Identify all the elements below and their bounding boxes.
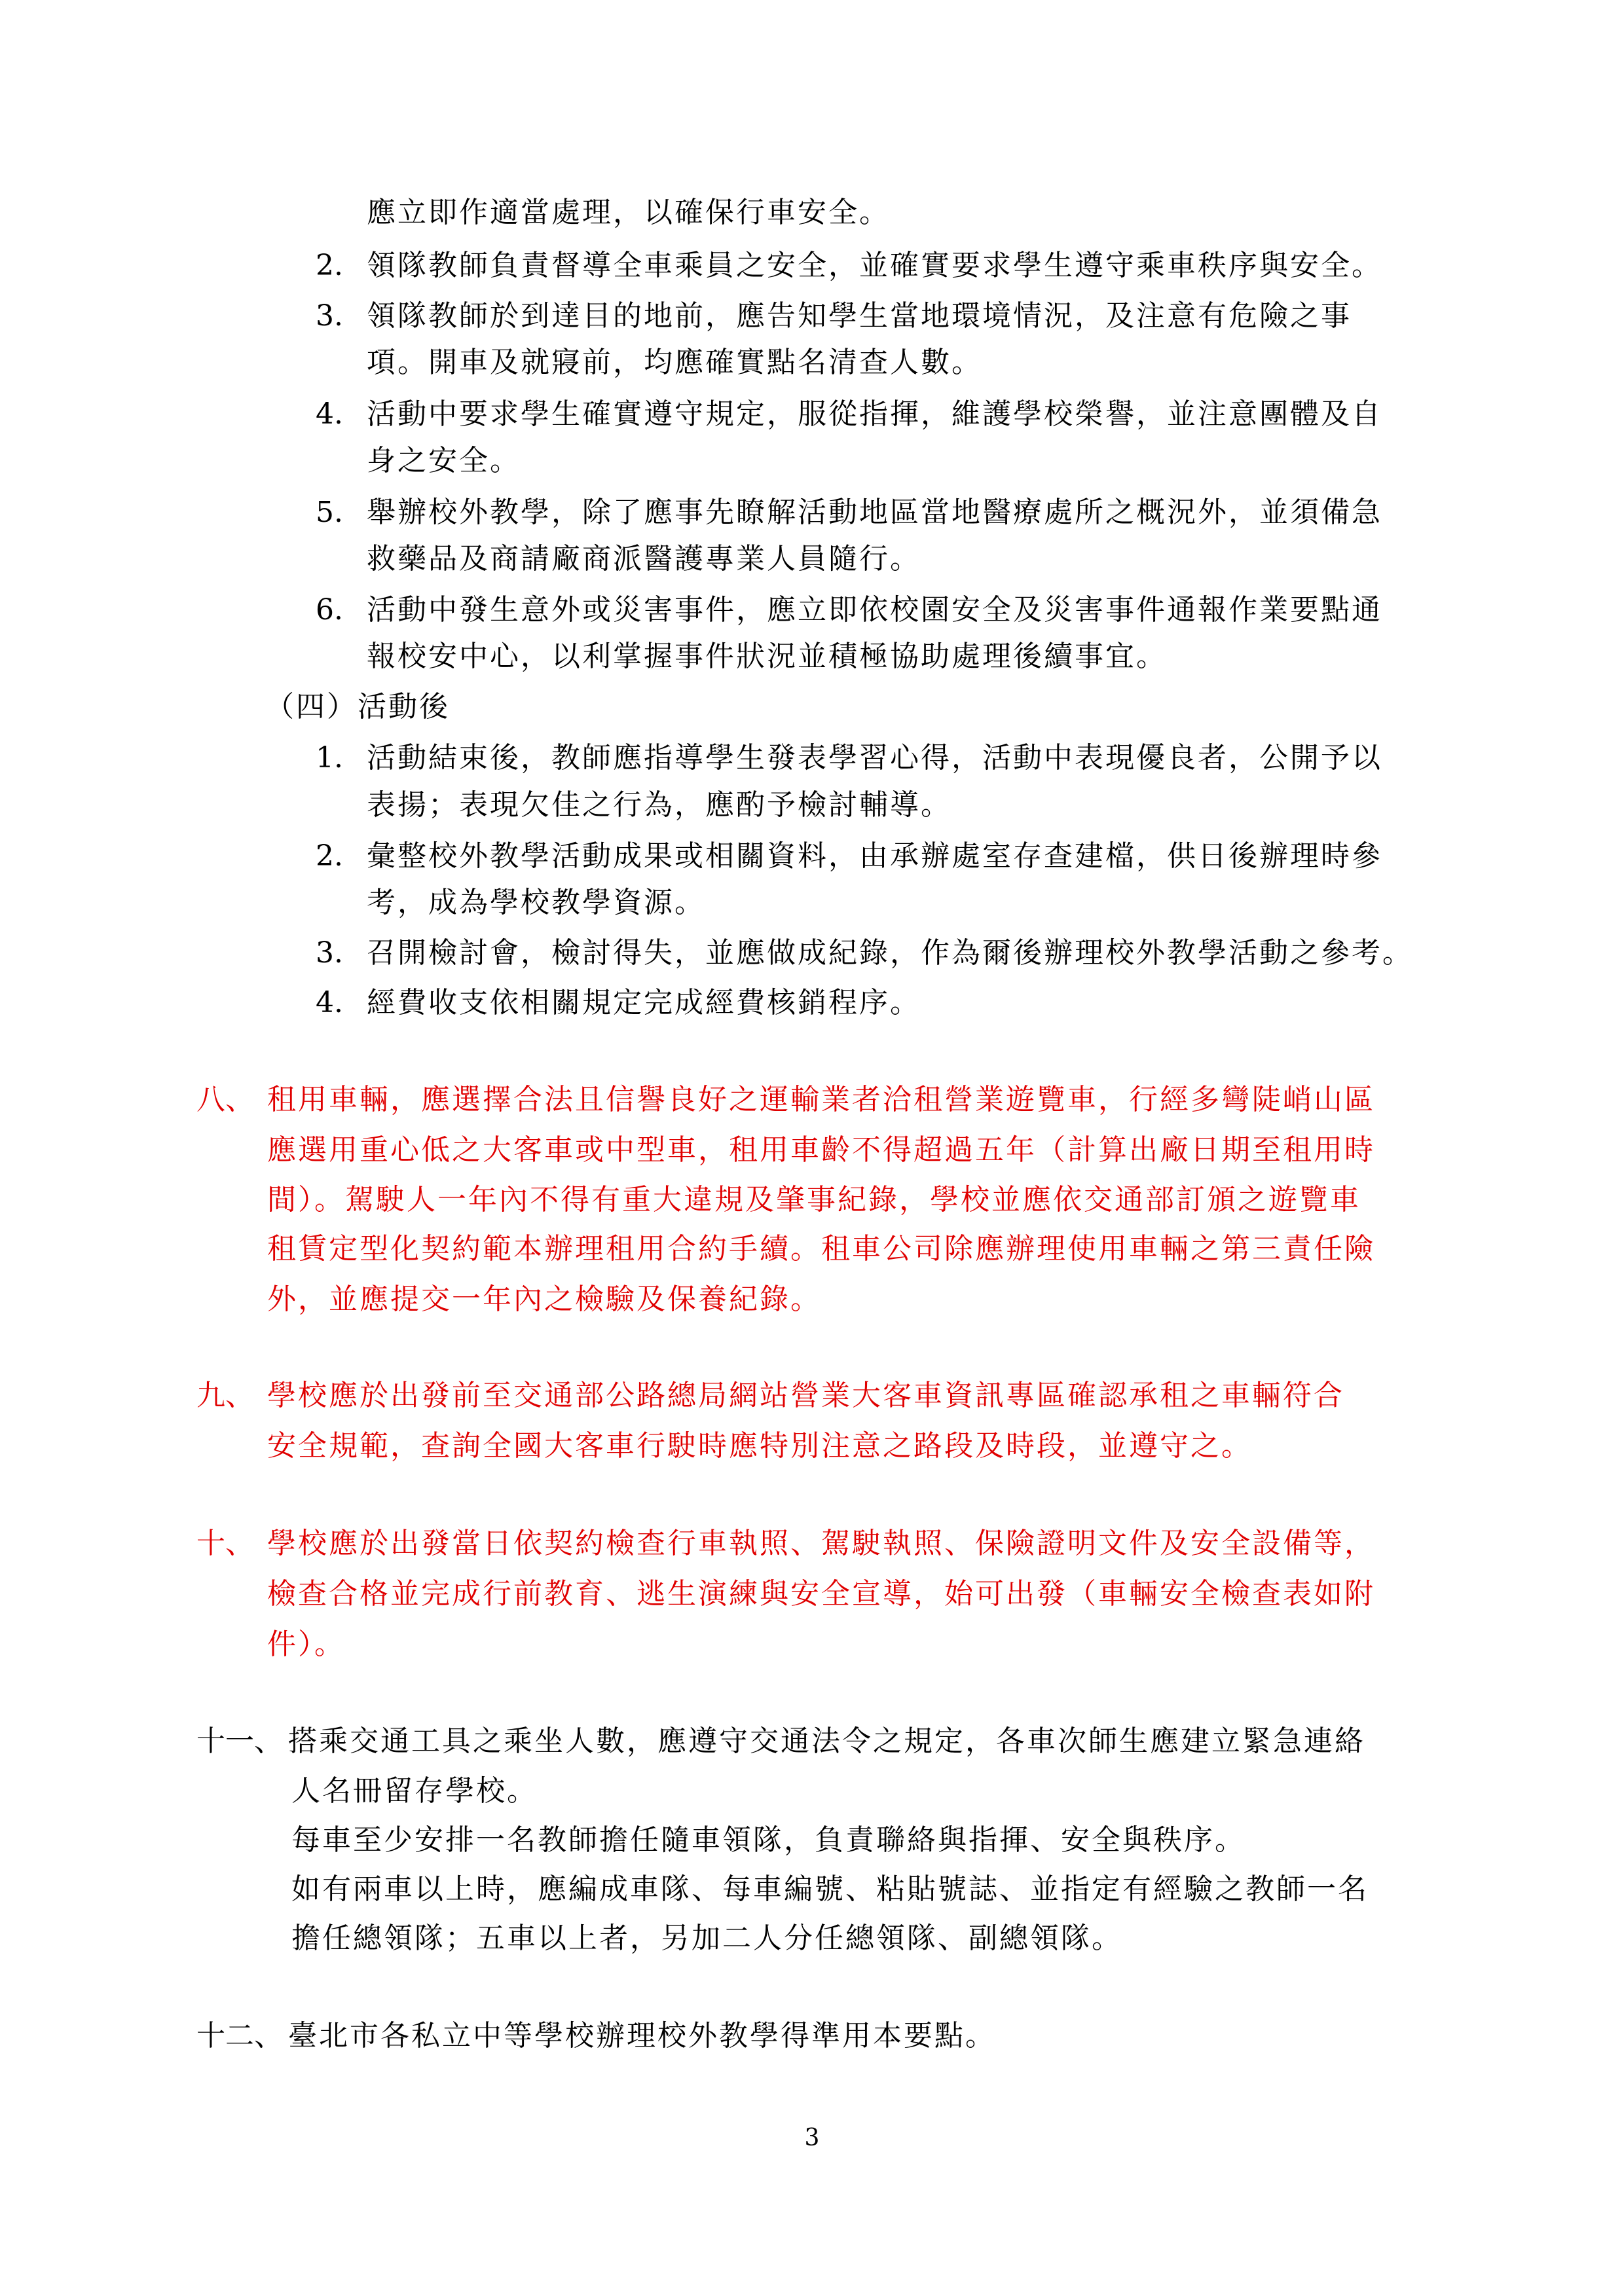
- item-number: 2.: [316, 839, 343, 873]
- section-text: 學校應於出發當日依契約檢查行車執照、駕駛執照、保險證明文件及安全設備等，: [267, 1527, 1375, 1560]
- section-number: 八、: [196, 1083, 254, 1116]
- section-number: 九、: [196, 1379, 254, 1412]
- section-number: 十二、: [196, 2019, 283, 2052]
- item-number: 4.: [316, 397, 343, 431]
- item-number: 6.: [316, 593, 343, 627]
- item-text: 召開檢討會，檢討得失，並應做成紀錄，作為爾後辦理校外教學活動之參考。: [367, 936, 1413, 970]
- item1-continuation: 應立即作適當處理，以確保行車安全。: [367, 196, 890, 229]
- section-text: 搭乘交通工具之乘坐人數，應遵守交通法令之規定，各車次師生應建立緊急連絡: [288, 1724, 1365, 1758]
- item-text: 舉辦校外教學，除了應事先瞭解活動地區當地醫療處所之概況外，並須備急: [367, 496, 1382, 529]
- section-text: 臺北市各私立中等學校辦理校外教學得準用本要點。: [288, 2019, 996, 2052]
- section-text: 如有兩車以上時，應編成車隊、每車編號、粘貼號誌、並指定有經驗之教師一名: [291, 1872, 1369, 1906]
- item-text: 身之安全。: [367, 444, 521, 477]
- item-number: 3.: [316, 299, 343, 333]
- item-number: 2.: [316, 249, 343, 282]
- item-text: 經費收支依相關規定完成經費核銷程序。: [367, 986, 921, 1019]
- section-text: 租賃定型化契約範本辦理租用合約手續。租車公司除應辦理使用車輛之第三責任險: [267, 1232, 1375, 1266]
- section-text: 外，並應提交一年內之檢驗及保養紀錄。: [267, 1283, 821, 1316]
- section-number: 十、: [196, 1527, 254, 1560]
- item-text: 報校安中心，以利掌握事件狀況並積極協助處理後續事宜。: [367, 640, 1167, 673]
- item-text: 彙整校外教學活動成果或相關資料，由承辦處室存查建檔，供日後辦理時參: [367, 839, 1382, 873]
- item-text: 救藥品及商請廠商派醫護專業人員隨行。: [367, 542, 921, 575]
- section-text: 擔任總領隊；五車以上者，另加二人分任總領隊、副總領隊。: [291, 1922, 1122, 1955]
- item-text: 項。開車及就寢前，均應確實點名清查人數。: [367, 346, 982, 379]
- item-number: 1.: [316, 741, 343, 774]
- section-text: 檢查合格並完成行前教育、逃生演練與安全宣導，始可出發（車輛安全檢查表如附: [267, 1577, 1375, 1611]
- subsection-heading: （四）活動後: [265, 690, 450, 723]
- section-text: 間）。駕駛人一年內不得有重大違規及肇事紀錄，學校並應依交通部訂頒之遊覽車: [267, 1183, 1361, 1216]
- section-text: 件）。: [267, 1628, 345, 1661]
- item-text: 領隊教師負責督導全車乘員之安全，並確實要求學生遵守乘車秩序與安全。: [367, 249, 1382, 282]
- section-text: 應選用重心低之大客車或中型車，租用車齡不得超過五年（計算出廠日期至租用時: [267, 1133, 1375, 1167]
- section-text: 學校應於出發前至交通部公路總局網站營業大客車資訊專區確認承租之車輛符合: [267, 1379, 1344, 1412]
- item-text: 表揚；表現欠佳之行為，應酌予檢討輔導。: [367, 788, 951, 822]
- item-text: 活動中要求學生確實遵守規定，服從指揮，維護學校榮譽，並注意團體及自: [367, 397, 1382, 431]
- section-number: 十一、: [196, 1724, 283, 1758]
- item-number: 3.: [316, 936, 343, 970]
- section-text: 人名冊留存學校。: [291, 1774, 538, 1808]
- section-text: 每車至少安排一名教師擔任隨車領隊，負責聯絡與指揮、安全與秩序。: [291, 1823, 1246, 1857]
- item-text: 考，成為學校教學資源。: [367, 886, 705, 919]
- item-number: 4.: [316, 986, 343, 1019]
- item-number: 5.: [316, 496, 343, 529]
- page-number: 3: [804, 2124, 820, 2151]
- item-text: 活動結束後，教師應指導學生發表學習心得，活動中表現優良者，公開予以: [367, 741, 1382, 774]
- item-text: 活動中發生意外或災害事件，應立即依校園安全及災害事件通報作業要點通: [367, 593, 1382, 627]
- section-text: 安全規範，查詢全國大客車行駛時應特別注意之路段及時段，並遵守之。: [267, 1429, 1252, 1463]
- section-text: 租用車輛，應選擇合法且信譽良好之運輸業者洽租營業遊覽車，行經多彎陡峭山區: [267, 1083, 1375, 1116]
- item-text: 領隊教師於到達目的地前，應告知學生當地環境情況，及注意有危險之事: [367, 299, 1352, 333]
